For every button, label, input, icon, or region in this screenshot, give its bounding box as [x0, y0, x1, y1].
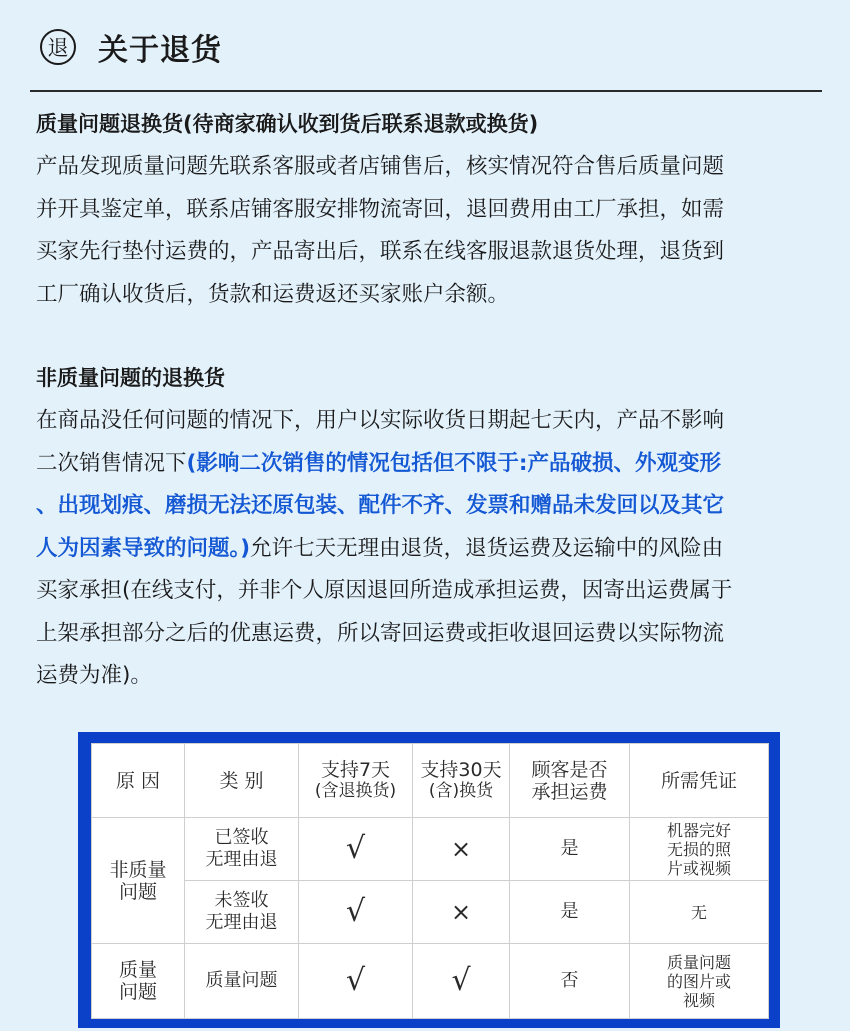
return-icon: 退	[40, 29, 76, 65]
evidence-cell	[630, 818, 769, 881]
cross-mark: ×	[413, 818, 510, 881]
check-mark: √	[299, 818, 413, 881]
highlight-text: (影响二次销售的情况包括但不限于:产品破损、外观变形	[186, 450, 721, 476]
check-mark: √	[299, 944, 413, 1019]
shipping-cell: 是	[510, 881, 630, 944]
reason-line: 问题	[118, 880, 157, 903]
shipping-cell: 是	[510, 818, 630, 881]
highlight-line: 、出现划痕、磨损无法还原包装、配件不齐、发票和赠品未发回以及其它	[36, 493, 725, 518]
highlight-text: 人为因素导致的问题。)	[36, 535, 251, 561]
return-policy-table	[91, 743, 769, 1019]
reason-non-quality	[92, 818, 185, 944]
cross-mark: ×	[413, 881, 510, 944]
evidence-line: 视频	[682, 990, 715, 1010]
header-seven-day-line1: 支持7天	[320, 759, 391, 781]
non-quality-line: 运费为准)。	[36, 663, 152, 688]
check-mark: √	[413, 944, 510, 1019]
evidence-line: 机器完好	[666, 820, 731, 840]
category-line: 已签收	[214, 827, 269, 848]
non-quality-section	[36, 362, 836, 698]
evidence-cell: 无	[630, 881, 769, 944]
header-shipping-line1: 顾客是否	[531, 758, 608, 781]
page-title: 关于退货	[98, 33, 222, 68]
plain-text: 允许七天无理由退货，退货运费及运输中的风险由	[250, 535, 724, 561]
non-quality-line: 在商品没任何问题的情况下，用户以实际收货日期起七天内，产品不影响	[36, 408, 725, 433]
non-quality-paragraph	[36, 400, 836, 698]
quality-line: 买家先行垫付运费的，产品寄出后，联系在线客服退款退货处理，退货到	[36, 239, 725, 264]
quality-section	[36, 108, 836, 316]
header-thirty-day-line1: 支持30天	[420, 759, 502, 781]
header-shipping-line2: 承担运费	[531, 780, 608, 803]
quality-paragraph	[36, 146, 836, 316]
reason-line: 质量	[118, 959, 157, 981]
reason-line: 问题	[118, 981, 157, 1003]
header-seven-day	[299, 744, 413, 818]
check-mark: √	[299, 881, 413, 944]
category-line: 未签收	[214, 890, 269, 911]
table-row	[92, 818, 769, 881]
header-divider	[30, 90, 822, 92]
header-reason: 原 因	[92, 744, 185, 818]
table-row	[92, 944, 769, 1019]
evidence-line: 的图片或	[666, 971, 731, 991]
non-quality-line	[36, 528, 836, 571]
non-quality-line: 上架承担部分之后的优惠运费，所以寄回运费或拒收退回运费以实际物流	[36, 620, 725, 646]
evidence-line: 片或视频	[666, 858, 731, 878]
table-header-row	[92, 744, 769, 818]
category-cell	[185, 881, 299, 944]
category-cell: 质量问题	[185, 944, 299, 1019]
non-quality-line	[36, 443, 836, 486]
header-thirty-day-line2: (含)换货	[428, 781, 494, 801]
evidence-line: 质量问题	[666, 952, 731, 972]
return-policy-table-frame	[78, 732, 780, 1028]
category-line: 无理由退	[205, 849, 278, 870]
quality-line: 并开具鉴定单，联系店铺客服安排物流寄回，退回费用由工厂承担，如需	[36, 196, 725, 222]
quality-section-title: 质量问题退换货(待商家确认收到货后联系退款或换货)	[36, 112, 539, 136]
header-seven-day-line2: (含退换货)	[314, 781, 397, 801]
evidence-cell	[630, 944, 769, 1019]
non-quality-line: 买家承担(在线支付，并非个人原因退回所造成承担运费，因寄出运费属于	[36, 578, 733, 603]
category-cell	[185, 818, 299, 881]
reason-quality	[92, 944, 185, 1019]
non-quality-section-title: 非质量问题的退换货	[36, 366, 225, 390]
header-evidence: 所需凭证	[630, 744, 769, 818]
reason-line: 非质量	[109, 858, 167, 881]
evidence-line: 无损的照	[666, 839, 731, 859]
header-category: 类 别	[185, 744, 299, 818]
header-thirty-day	[413, 744, 510, 818]
plain-text: 二次销售情况下	[36, 450, 187, 476]
table-row	[92, 881, 769, 944]
header-shipping	[510, 744, 630, 818]
category-line: 无理由退	[205, 912, 278, 933]
quality-line: 工厂确认收货后，货款和运费返还买家账户余额。	[36, 281, 510, 307]
quality-line: 产品发现质量问题先联系客服或者店铺售后，核实情况符合售后质量问题	[36, 154, 725, 179]
page-header	[40, 22, 222, 72]
shipping-cell: 否	[510, 944, 630, 1019]
